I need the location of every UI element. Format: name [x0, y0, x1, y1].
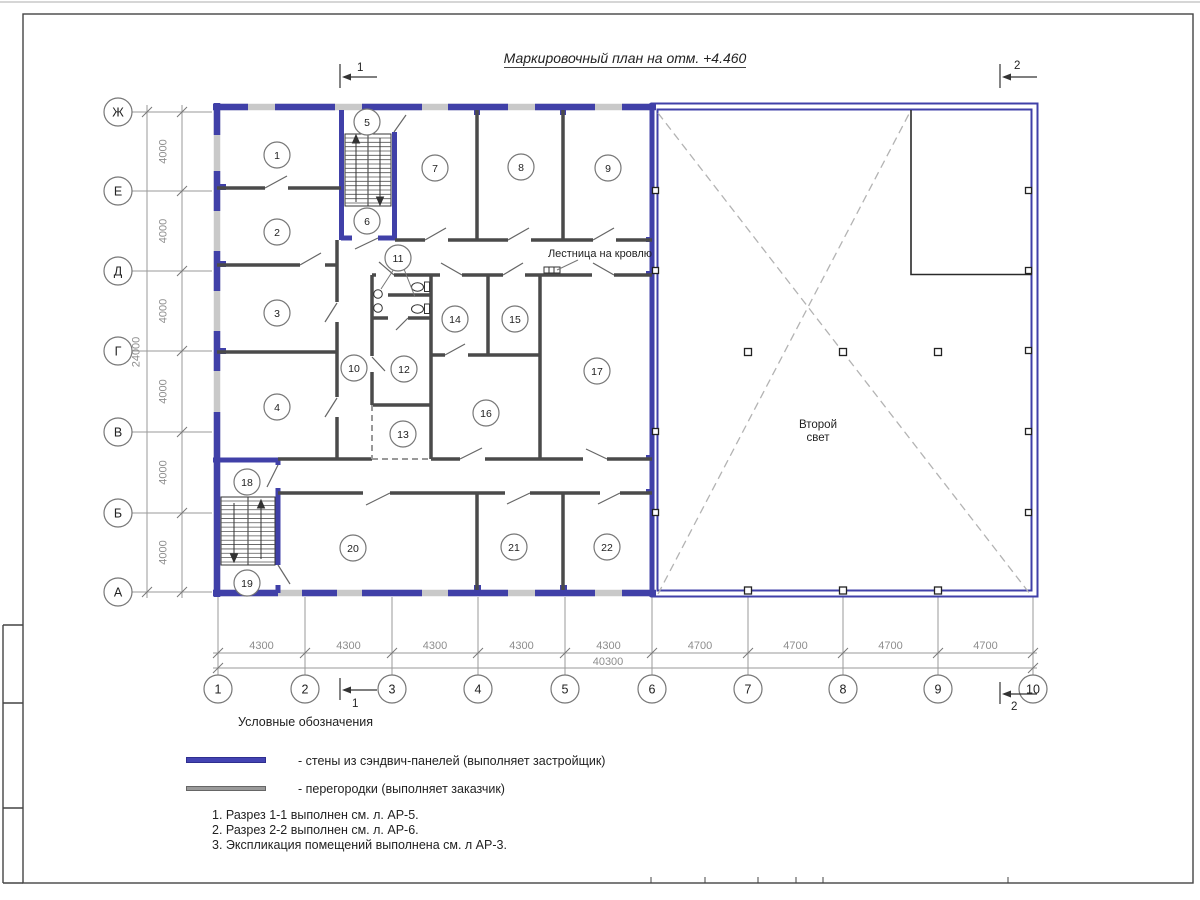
dim-label-row: 4000 [157, 139, 170, 164]
dim-total-col: 40300 [592, 656, 624, 668]
leader-lines [381, 260, 578, 297]
room-22-label: 22 [601, 541, 613, 554]
wall-pilasters [220, 110, 652, 590]
room-20-label: 20 [347, 542, 359, 555]
room-8-label: 8 [518, 161, 524, 174]
dim-label-col: 4300 [336, 640, 361, 652]
room-10-label: 10 [348, 362, 360, 375]
section-mark-1-bottom [340, 678, 377, 710]
mezzanine-room-outline [911, 110, 1032, 275]
svg-text:2: 2 [1014, 60, 1021, 72]
axis-col-label: 2 [301, 682, 309, 697]
axis-col-label: 9 [934, 682, 942, 697]
room-16-label: 16 [480, 407, 492, 420]
dim-label-row: 4000 [157, 218, 170, 244]
door-leaves [265, 115, 620, 584]
dim-label-col: 4700 [783, 640, 808, 652]
legend-swatch-sandwich-wall [186, 757, 266, 763]
axis-col-label: 4 [474, 682, 482, 697]
axis-row-label: Д [113, 264, 123, 279]
second-light-label-2: свет [806, 432, 830, 444]
room-7-label: 7 [432, 162, 438, 175]
dim-label-col: 4700 [973, 640, 998, 652]
axis-row-label: Г [114, 344, 122, 359]
axis-row-label: Е [113, 184, 123, 199]
room-6-label: 6 [364, 215, 370, 228]
axis-col-label: 3 [388, 682, 396, 697]
axis-row-label: А [113, 585, 123, 600]
axis-row-label: Ж [112, 105, 124, 120]
staircase-top [345, 134, 391, 206]
axis-col-label: 5 [561, 682, 569, 697]
dim-label-col: 4700 [687, 640, 713, 652]
section-mark-1-top [340, 62, 377, 88]
axis-col-label: 7 [744, 682, 752, 697]
legend-swatch-partition [186, 786, 266, 791]
room-15-label: 15 [509, 313, 521, 326]
legend-item-sandwich-wall: - стены из сэндвич-панелей (выполняет застройщик) [298, 754, 606, 768]
second-light-label-1: Второй [798, 419, 838, 431]
room-4-label: 4 [274, 401, 280, 414]
svg-text:1: 1 [357, 62, 364, 74]
dim-label-col: 4700 [878, 640, 903, 652]
axis-col-label: 8 [839, 682, 847, 697]
room-13-label: 13 [397, 428, 409, 441]
dim-label-col: 4300 [422, 640, 448, 652]
axis-col-label: 10 [1026, 682, 1040, 697]
legend-item-partition: - перегородки (выполняет заказчик) [298, 782, 505, 796]
room-14-label: 14 [449, 313, 461, 326]
dim-label-col: 4300 [249, 640, 274, 652]
dimension-lines [147, 105, 1037, 668]
axis-row-label: В [113, 425, 123, 440]
dim-label-col: 4300 [596, 640, 621, 652]
room-5-label: 5 [364, 116, 370, 129]
sheet-frame [0, 2, 1200, 883]
dim-total-row: 24000 [130, 336, 143, 368]
room-9-label: 9 [605, 162, 611, 175]
room-1-label: 1 [274, 149, 280, 162]
staircase-bottom [221, 497, 275, 565]
legend-heading: Условные обозначения [238, 715, 374, 729]
svg-text:2: 2 [1011, 701, 1018, 713]
dim-label-col: 4300 [509, 640, 534, 652]
room-21-label: 21 [508, 541, 520, 554]
note-line: 2. Разрез 2-2 выполнен см. л. АР-6. [212, 823, 419, 837]
room-3-label: 3 [274, 307, 280, 320]
room-12-label: 12 [398, 363, 410, 376]
dim-label-row: 4000 [157, 540, 170, 565]
room-17-label: 17 [591, 365, 603, 378]
column-markers [653, 188, 1032, 595]
note-line: 1. Разрез 1-1 выполнен см. л. АР-5. [212, 808, 419, 822]
room-19-label: 19 [241, 577, 253, 590]
stair-roof-label: Лестница на кровлю [547, 248, 653, 260]
axis-col-label: 6 [648, 682, 656, 697]
dim-label-row: 4000 [157, 379, 170, 404]
partition-walls [217, 110, 652, 590]
room-11-label: 11 [392, 252, 404, 265]
note-line: 3. Экспликация помещений выполнена см. л АР-3. [212, 838, 507, 852]
section-mark-2-top [1000, 60, 1037, 88]
room-18-label: 18 [241, 476, 253, 489]
axis-col-label: 1 [214, 682, 222, 697]
svg-text:1: 1 [352, 698, 359, 710]
axis-row-label: Б [113, 506, 123, 521]
drawing-notes [212, 808, 507, 853]
room-2-label: 2 [274, 226, 280, 239]
drawing-title: Маркировочный план на отм. +4.460 [503, 50, 747, 66]
dim-label-row: 4000 [157, 460, 170, 485]
dim-label-row: 4000 [157, 298, 170, 324]
